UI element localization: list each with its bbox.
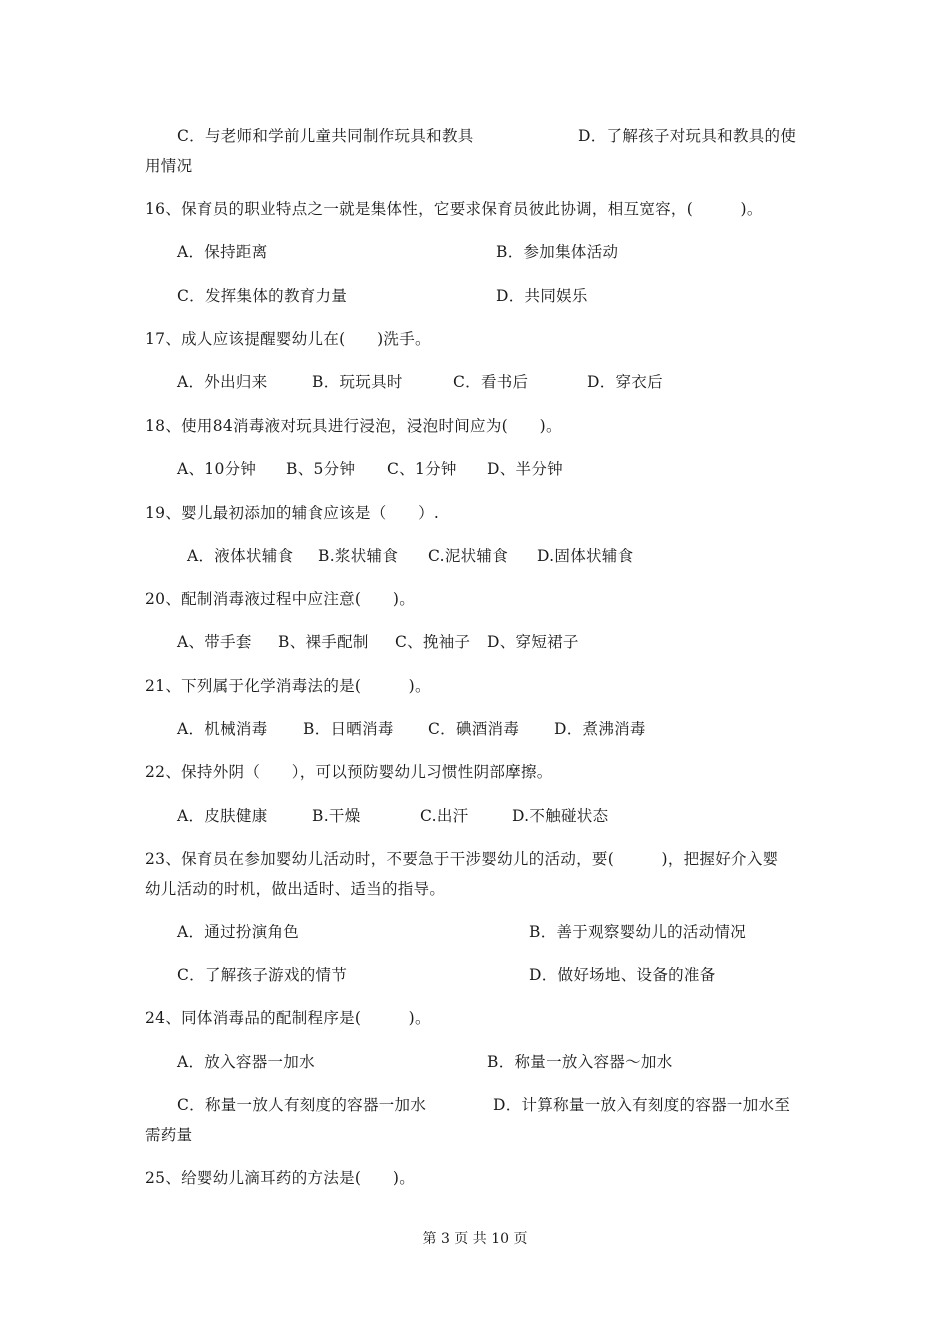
q19-option-a: A．液体状辅食 xyxy=(187,547,294,565)
q16-option-c: C．发挥集体的教育力量 xyxy=(177,287,348,305)
q23-option-a: A．通过扮演角色 xyxy=(177,923,300,941)
q21-option-c: C．碘酒消毒 xyxy=(428,720,520,738)
q21-stem: 21、下列属于化学消毒法的是( )。 xyxy=(145,677,431,695)
q19-option-b: B.浆状辅食 xyxy=(318,547,399,565)
q20-option-d: D、穿短裙子 xyxy=(487,633,579,651)
q20-option-c: C、挽袖子 xyxy=(395,633,471,651)
q19-stem: 19、婴儿最初添加的辅食应该是（ ）. xyxy=(145,504,440,522)
q24-option-c: C．称量一放人有刻度的容器一加水 xyxy=(177,1096,427,1114)
q17-option-d: D．穿衣后 xyxy=(587,373,663,391)
q16-option-a: A．保持距离 xyxy=(177,243,268,261)
q19-option-c: C.泥状辅食 xyxy=(428,547,509,565)
q16-option-d: D．共同娱乐 xyxy=(496,287,588,305)
q18-option-c: C、1分钟 xyxy=(387,460,457,478)
q22-option-d: D.不触碰状态 xyxy=(512,807,609,825)
q15-option-d: D．了解孩子对玩具和教具的使 xyxy=(578,127,797,145)
q17-option-b: B．玩玩具时 xyxy=(312,373,403,391)
q23-option-b: B．善于观察婴幼儿的活动情况 xyxy=(529,923,747,941)
q24-option-d-continued: 需药量 xyxy=(145,1126,193,1144)
q22-option-a: A．皮肤健康 xyxy=(177,807,268,825)
q17-option-c: C．看书后 xyxy=(453,373,529,391)
q23-stem-continued: 幼儿活动的时机，做出适时、适当的指导。 xyxy=(145,880,446,898)
q19-option-d: D.固体状辅食 xyxy=(537,547,634,565)
q18-stem: 18、使用84消毒液对玩具进行浸泡，浸泡时间应为( )。 xyxy=(145,417,562,435)
q25-stem: 25、给婴幼儿滴耳药的方法是( )。 xyxy=(145,1169,416,1187)
q22-option-c: C.出汗 xyxy=(420,807,469,825)
q24-option-d: D．计算称量一放入有刻度的容器一加水至 xyxy=(493,1096,791,1114)
q23-option-d: D．做好场地、设备的准备 xyxy=(529,966,716,984)
q24-option-a: A．放入容器一加水 xyxy=(177,1053,315,1071)
q23-stem: 23、保育员在参加婴幼儿活动时，不要急于干涉婴幼儿的活动，要( )，把握好介入婴 xyxy=(145,850,779,868)
q22-option-b: B.干燥 xyxy=(312,807,361,825)
q23-option-c: C．了解孩子游戏的情节 xyxy=(177,966,348,984)
q18-option-d: D、半分钟 xyxy=(487,460,563,478)
q17-option-a: A．外出归来 xyxy=(177,373,268,391)
q22-stem: 22、保持外阴（ ），可以预防婴幼儿习惯性阴部摩擦。 xyxy=(145,763,553,781)
q15-option-d-continued: 用情况 xyxy=(145,157,193,175)
q16-stem: 16、保育员的职业特点之一就是集体性，它要求保育员彼此协调，相互宽容，( )。 xyxy=(145,200,763,218)
q20-stem: 20、配制消毒液过程中应注意( )。 xyxy=(145,590,416,608)
q15-option-c: C．与老师和学前儿童共同制作玩具和教具 xyxy=(177,127,474,145)
q20-option-b: B、裸手配制 xyxy=(278,633,369,651)
q21-option-b: B．日晒消毒 xyxy=(303,720,394,738)
q20-option-a: A、带手套 xyxy=(177,633,252,651)
q24-stem: 24、同体消毒品的配制程序是( )。 xyxy=(145,1009,431,1027)
q24-option-b: B．称量一放入容器～加水 xyxy=(487,1053,673,1071)
q16-option-b: B．参加集体活动 xyxy=(496,243,619,261)
q21-option-d: D．煮沸消毒 xyxy=(554,720,646,738)
q21-option-a: A．机械消毒 xyxy=(177,720,268,738)
page-number-footer: 第 3 页 共 10 页 xyxy=(422,1231,528,1247)
q18-option-a: A、10分钟 xyxy=(177,460,257,478)
q17-stem: 17、成人应该提醒婴幼儿在( )洗手。 xyxy=(145,330,431,348)
q18-option-b: B、5分钟 xyxy=(286,460,356,478)
